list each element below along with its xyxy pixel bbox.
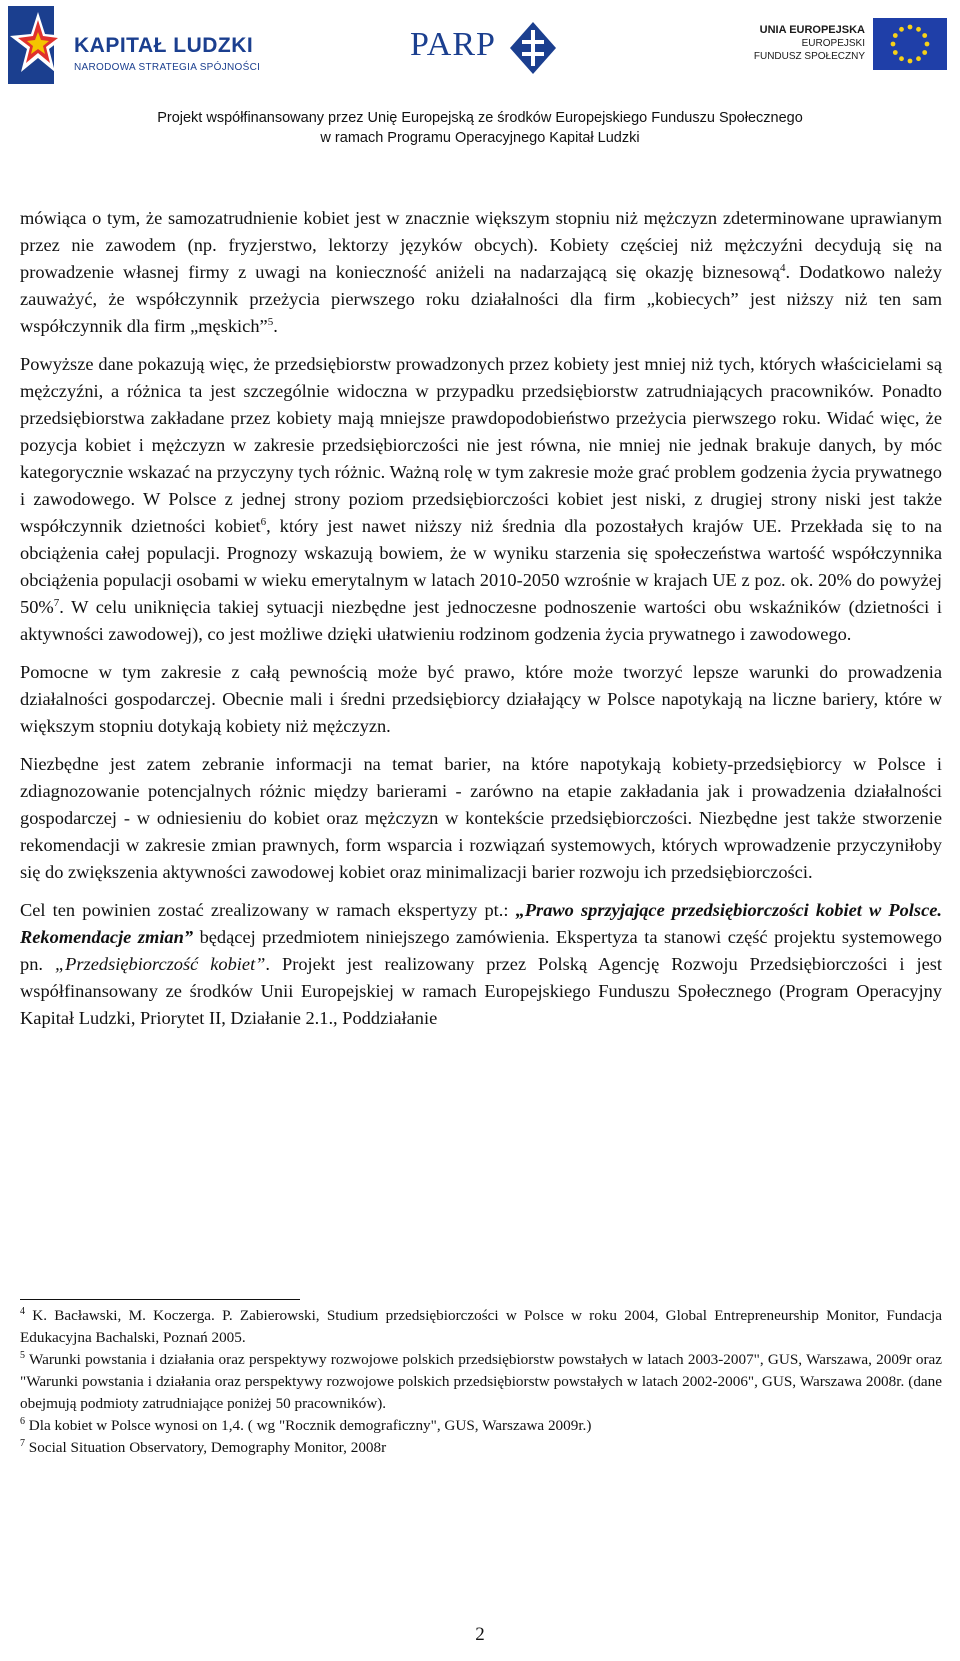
kapital-ludzki-subtitle: NARODOWA STRATEGIA SPÓJNOŚCI (74, 62, 261, 73)
paragraph-5-text-c: . Projekt jest realizowany przez Polską Agencję Rozwoju Przedsiębiorczości i jest współfinansowany ze środków Unii Europejskiej w ramach Europejskiego Funduszu Społecznego (Program Operacyjny Kapitał Ludzki, Priorytet II, Działanie 2.1., Poddziałanie (20, 954, 942, 1028)
paragraph-2-text-b: , który jest nawet niższy niż średnia dla pozostałych krajów UE. Przekłada się to na obciążenia całej populacji. Prognozy wskazują bowiem, że w wyniku starzenia się społeczeństwa wartość współczynnika obciążenia populacji osobami w wieku emerytalnym w latach 2010-2050 wzrośnie w krajach UE z poz. ok. 20% do powyżej 50% (20, 516, 942, 617)
paragraph-5-text-a: Cel ten powinien zostać zrealizowany w ramach ekspertyzy pt.: (20, 900, 516, 920)
paragraph-1-text-a: mówiąca o tym, że samozatrudnienie kobiet jest w znacznie większym stopniu niż mężczyzn zdeterminowane uprawianym przez nie zawodem (np. fryzjerstwo, lektorzy języków obcych). Kobiety częściej niż mężczyźni decydują się na prowadzenie własnej firmy z uwagi na konieczność aniżeli na nadarzającą się okazję biznesową (20, 208, 942, 282)
page-number: 2 (475, 1624, 485, 1645)
paragraph-2 (20, 351, 942, 648)
eu-flag-icon (873, 18, 947, 70)
eu-logo (738, 14, 953, 84)
eu-fund-line2: FUNDUSZ SPOŁECZNY (753, 51, 865, 62)
parp-diamond-icon (508, 20, 558, 76)
footnote-number: 5 (20, 1350, 25, 1361)
kapital-ludzki-logo (8, 6, 268, 88)
footnote-7 (20, 1437, 942, 1459)
footnote-text: Social Situation Observatory, Demography Monitor, 2008r (25, 1439, 387, 1456)
paragraph-5-text-b: będącej przedmiotem niniejszego zamówienia. Ekspertyza ta stanowi część projektu systemowego pn. (20, 927, 942, 974)
cofunding-line-2: w ramach Programu Operacyjnego Kapitał Ludzki (320, 130, 640, 146)
footnote-number: 6 (20, 1416, 25, 1427)
footnote-ref-7[interactable]: 7 (53, 597, 60, 609)
footnote-number: 7 (20, 1438, 25, 1449)
footnote-5 (20, 1349, 942, 1415)
footnote-text: Warunki powstania i działania oraz perspektywy rozwojowe polskich przedsiębiorstw powstałych w latach 2003-2007", GUS, Warszawa, 2009r oraz "Warunki powstania i działania oraz perspektywy rozwojowe polskich przedsiębiorstw powstałych w latach 2002-2006", GUS, Warszawa 2008r. (dane obejmują podmioty zatrudniające poniżej 50 pracowników). (20, 1351, 942, 1412)
parp-logo (410, 20, 560, 80)
parp-wordmark: PARP (410, 26, 496, 63)
footnote-text: K. Bacławski, M. Koczerga. P. Zabierowski, Studium przedsiębiorczości w Polsce w roku 2004, Global Entrepreneurship Monitor, Fundacja Edukacyjna Bachalski, Poznań 2005. (20, 1307, 942, 1346)
footnote-ref-5[interactable]: 5 (267, 316, 274, 328)
paragraph-3: Pomocne w tym zakresie z całą pewnością może być prawo, które może tworzyć lepsze warunki do prowadzenia działalności gospodarczej. Obecnie mali i średni przedsiębiorcy działający w Polsce napotykają na liczne bariery, które w większym stopniu dotykają kobiety niż mężczyzn. (20, 662, 942, 736)
cofunding-line-1: Projekt współfinansowany przez Unię Europejską ze środków Europejskiego Funduszu Społecznego (157, 110, 803, 126)
eu-fund-line1: EUROPEJSKI (801, 38, 865, 49)
paragraph-1-text-b: . Dodatkowo należy zauważyć, że współczynnik przeżycia pierwszego roku działalności dla firm „kobiecych” jest niższy niż ten sam współczynnik dla firm „męskich” (20, 262, 942, 336)
paragraph-4: Niezbędne jest zatem zebranie informacji na temat barier, na które napotykają kobiety-przedsiębiorcy w Polsce i zdiagnozowanie potencjalnych różnic między barierami - zarówno na etapie zakładania jak i prowadzenia działalności gospodarczej - w odniesieniu do kobiet oraz mężczyzn w kontekście przedsiębiorczości. Niezbędne jest także stworzenie rekomendacji w zakresie zmian prawnych, form wsparcia i rozwiązań systemowych, których wprowadzenie przyczyniłoby się do zwiększenia aktywności zawodowej kobiet oraz minimalizacji barier rozwoju ich przedsiębiorczości. (20, 754, 942, 882)
footnote-ref-4[interactable]: 4 (780, 262, 786, 274)
paragraph-5 (20, 897, 942, 1032)
page-header (0, 0, 960, 165)
paragraph-2-text-c: . W celu uniknięcia takiej sytuacji niezbędne jest jednoczesne podnoszenie wartości obu wskaźników (dzietności i aktywności zawodowej), co jest możliwe dzięki ułatwieniu rodzinom godzenia życia prywatnego i zawodowego. (20, 597, 942, 644)
eu-title: UNIA EUROPEJSKA (759, 24, 865, 36)
footnote-4 (20, 1305, 942, 1349)
footnote-text: Dla kobiet w Polsce wynosi on 1,4. ( wg "Rocznik demograficzny", GUS, Warszawa 2009r.) (25, 1417, 592, 1434)
kapital-ludzki-star-icon (8, 6, 68, 88)
eu-text (754, 24, 865, 63)
paragraph-2-text-a: Powyższe dane pokazują więc, że przedsiębiorstw prowadzonych przez kobiety jest mniej niż tych, których właścicielami są mężczyźni, a różnica ta jest szczególnie widoczna w przypadku przedsiębiorstw zatrudniających pracowników. Ponadto przedsiębiorstwa zakładane przez kobiety mają mniejsze prawdopodobieństwo przeżycia pierwszego roku. Widać więc, że pozycja kobiet i mężczyzn w zakresie przedsiębiorczości nie jest równa, nie mniej nie jednak brakuje danych, by móc kategorycznie wskazać na przyczyny tych różnic. Ważną rolę w tym zakresie może grać problem godzenia życia prywatnego i zawodowego. W Polsce z jednej strony poziom przedsiębiorczości kobiet jest niski, z drugiej strony niski jest także współczynnik dzietności kobiet (20, 354, 942, 536)
paragraph-1-text-c: . (273, 316, 278, 336)
footnote-6 (20, 1415, 942, 1437)
footnote-number: 4 (20, 1306, 25, 1317)
expertise-title: „Prawo sprzyjające przedsiębiorczości kobiet w Polsce. Rekomendacje zmian” (20, 900, 942, 947)
footnotes (20, 1305, 942, 1459)
kapital-ludzki-title: KAPITAŁ LUDZKI (74, 34, 254, 57)
paragraph-1 (20, 205, 942, 340)
project-name: „Przedsiębiorczość kobiet” (54, 954, 266, 974)
footnote-ref-6[interactable]: 6 (260, 516, 267, 528)
cofunding-notice (0, 108, 960, 148)
footnote-separator (20, 1299, 300, 1300)
document-body (20, 205, 942, 1043)
